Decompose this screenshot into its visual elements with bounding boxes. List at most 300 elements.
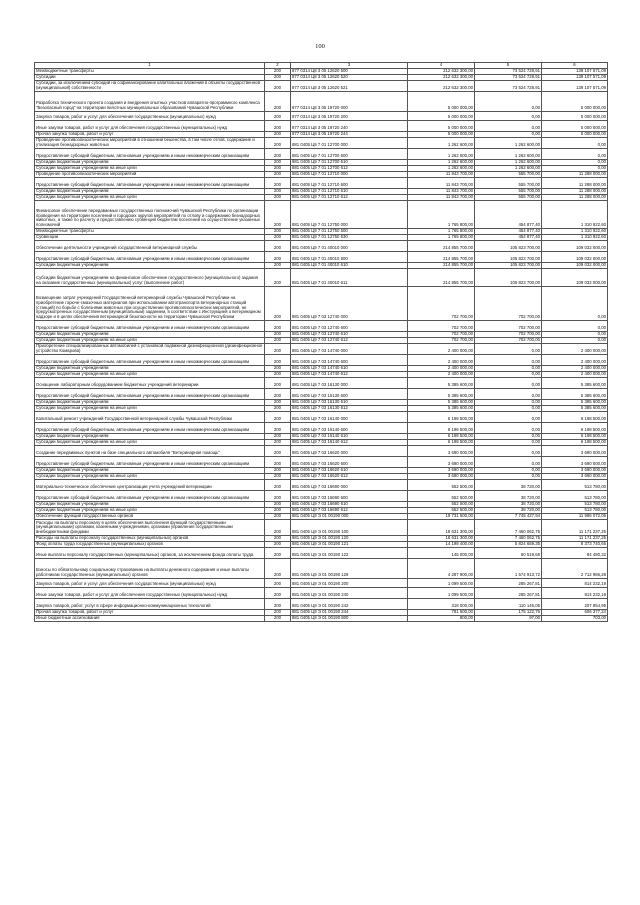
row-approved-amount-cell: 5 385 600,00 — [408, 389, 475, 400]
row-executed-amount-cell: 0,00 — [475, 389, 542, 400]
row-unexecuted-amount-cell: 6 198 500,00 — [542, 440, 608, 446]
row-code-cell: 200 — [265, 389, 291, 400]
table-row — [35, 378, 608, 389]
row-code-cell: 200 — [265, 491, 291, 502]
table-row — [35, 195, 608, 201]
row-approved-amount-cell: 2 400 000,00 — [408, 372, 475, 378]
row-code-cell: 200 — [265, 480, 291, 491]
row-classification-cell: 881 0405 Ц9 7 03 16140 612 — [291, 440, 408, 446]
row-name-cell: Субсидии бюджетным учреждениям — [35, 263, 265, 269]
row-code-cell: 200 — [265, 121, 291, 132]
table-row — [35, 559, 608, 579]
row-classification-cell: 881 0405 Ц9 7 01 12710 000 — [291, 172, 408, 178]
row-executed-amount-cell: 555 700,00 — [475, 178, 542, 189]
row-approved-amount-cell: 552 500,00 — [408, 480, 475, 491]
row-executed-amount-cell: 7 460 062,75 — [475, 520, 542, 536]
row-unexecuted-amount-cell: 2 400 000,00 — [542, 366, 608, 372]
row-code-cell: 200 — [265, 172, 291, 178]
row-unexecuted-amount-cell: 0,00 — [542, 166, 608, 172]
header-cell-3: 3 — [291, 63, 408, 69]
table-row — [35, 166, 608, 172]
row-classification-cell: 881 0405 Ц9 7 03 14740 610 — [291, 366, 408, 372]
row-name-cell: Субсидии бюджетным учреждениям — [35, 502, 265, 508]
table-row — [35, 491, 608, 502]
row-classification-cell: 881 0405 Ц9 Э 01 00190 122 — [291, 548, 408, 559]
row-approved-amount-cell: 5 000 000,00 — [408, 92, 475, 112]
row-unexecuted-amount-cell: 3 690 000,00 — [542, 446, 608, 457]
row-name-cell: Закупка товаров, работ и услуг для обеспечения государственных (муниципальных) нужд — [35, 579, 265, 588]
row-code-cell: 200 — [265, 195, 291, 201]
row-code-cell: 200 — [265, 559, 291, 579]
row-executed-amount-cell: 555 700,00 — [475, 172, 542, 178]
row-classification-cell: 881 0405 Ц9 7 01 12700 612 — [291, 166, 408, 172]
row-approved-amount-cell: 6 198 500,00 — [408, 412, 475, 423]
row-name-cell: Проведение противоэпизоотических мероприятий — [35, 172, 265, 178]
row-classification-cell: 881 0405 Ц9 Э 01 00190 100 — [291, 520, 408, 536]
table-row — [35, 457, 608, 468]
table-row — [35, 112, 608, 121]
row-unexecuted-amount-cell: 3 690 000,00 — [542, 474, 608, 480]
row-approved-amount-cell: 1 262 600,00 — [408, 138, 475, 149]
row-code-cell: 200 — [265, 344, 291, 355]
row-code-cell: 200 — [265, 468, 291, 474]
row-unexecuted-amount-cell: 11 171 237,25 — [542, 536, 608, 542]
row-executed-amount-cell: 38 720,00 — [475, 480, 542, 491]
row-approved-amount-cell: 11 843 700,00 — [408, 189, 475, 195]
row-code-cell: 200 — [265, 149, 291, 160]
row-classification-cell: 881 0405 Ц9 7 03 16620 610 — [291, 468, 408, 474]
row-executed-amount-cell: 454 877,40 — [475, 229, 542, 235]
row-name-cell: Субсидии бюджетным учреждениям на финансовое обеспечение государственного (муниципального) задания на оказание государственных (муниципальных) услуг (выполнение работ) — [35, 269, 265, 287]
row-name-cell: Предоставление субсидий бюджетным, автономным учреждениям и иным некоммерческим организациям — [35, 355, 265, 366]
row-code-cell: 200 — [265, 229, 291, 235]
row-classification-cell: 881 0405 Ц9 7 03 16140 600 — [291, 423, 408, 434]
row-code-cell: 200 — [265, 412, 291, 423]
row-code-cell: 200 — [265, 599, 291, 610]
table-row — [35, 536, 608, 542]
row-classification-cell: 881 0405 Ц9 Э 01 00190 129 — [291, 559, 408, 579]
table-row — [35, 389, 608, 400]
row-unexecuted-amount-cell: 139 107 571,09 — [542, 75, 608, 81]
row-name-cell: Субсидии бюджетным учреждениям на иные цели — [35, 406, 265, 412]
row-executed-amount-cell: 7 745 427,94 — [475, 514, 542, 520]
row-classification-cell: 881 0405 Ц9 7 03 16130 610 — [291, 400, 408, 406]
row-name-cell: Предоставление субсидий бюджетным, автономным учреждениям и иным некоммерческим организациям — [35, 389, 265, 400]
row-unexecuted-amount-cell: 6 198 500,00 — [542, 423, 608, 434]
row-name-cell: Предоставление субсидий бюджетным, автономным учреждениям и иным некоммерческим организациям — [35, 321, 265, 332]
table-row — [35, 355, 608, 366]
table-row — [35, 201, 608, 229]
row-approved-amount-cell: 214 855 700,00 — [408, 269, 475, 287]
row-approved-amount-cell: 552 500,00 — [408, 491, 475, 502]
row-classification-cell: 881 0405 Ц9 7 01 12750 000 — [291, 201, 408, 229]
row-approved-amount-cell: 1 765 800,00 — [408, 201, 475, 229]
row-approved-amount-cell: 19 731 500,00 — [408, 514, 475, 520]
row-unexecuted-amount-cell: 207 854,95 — [542, 599, 608, 610]
row-unexecuted-amount-cell: 139 107 571,09 — [542, 81, 608, 92]
row-approved-amount-cell: 2 400 000,00 — [408, 366, 475, 372]
row-classification-cell: 881 0405 Ц9 7 03 16690 612 — [291, 508, 408, 514]
row-executed-amount-cell: 105 823 700,00 — [475, 252, 542, 263]
row-code-cell: 200 — [265, 241, 291, 252]
row-approved-amount-cell: 552 500,00 — [408, 502, 475, 508]
row-classification-cell: 881 0405 Ц9 7 01 40010 600 — [291, 252, 408, 263]
table-row — [35, 149, 608, 160]
row-name-cell: Предоставление субсидий бюджетным, автономным учреждениям и иным некоммерческим организациям — [35, 149, 265, 160]
row-code-cell: 200 — [265, 378, 291, 389]
row-code-cell: 200 — [265, 366, 291, 372]
row-executed-amount-cell: 285 267,81 — [475, 579, 542, 588]
row-executed-amount-cell: 0,00 — [475, 112, 542, 121]
row-classification-cell: 881 0405 Ц9 7 01 12700 600 — [291, 149, 408, 160]
row-code-cell: 200 — [265, 235, 291, 241]
row-classification-cell: 881 0405 Ц9 7 03 16690 600 — [291, 491, 408, 502]
row-classification-cell: 881 0405 Ц9 7 03 16620 612 — [291, 474, 408, 480]
row-executed-amount-cell: 0,00 — [475, 400, 542, 406]
row-classification-cell: 881 0405 Ц9 7 03 16130 600 — [291, 389, 408, 400]
row-executed-amount-cell: 1 262 600,00 — [475, 138, 542, 149]
row-approved-amount-cell: 552 500,00 — [408, 508, 475, 514]
row-approved-amount-cell: 18 631 300,00 — [408, 520, 475, 536]
table-row — [35, 92, 608, 112]
row-approved-amount-cell: 214 855 700,00 — [408, 252, 475, 263]
row-name-cell: Финансовое обеспечение передаваемых государственных полномочий Чувашской Республики по организации проведения на территории поселений и городских округов мероприятий по отлову и содержанию безнадзорных животных, а также по расчету и предоставлению субвенций бюджетам поселений на осуществление указанных полномочий — [35, 201, 265, 229]
row-name-cell: Субсидии бюджетным учреждениям на иные цели — [35, 474, 265, 480]
row-code-cell: 200 — [265, 160, 291, 166]
table-row — [35, 178, 608, 189]
row-classification-cell: 881 0405 Ц9 7 01 12750 530 — [291, 235, 408, 241]
row-approved-amount-cell: 14 198 400,00 — [408, 542, 475, 548]
row-code-cell: 200 — [265, 81, 291, 92]
row-classification-cell: 881 0405 Ц9 7 01 12710 600 — [291, 178, 408, 189]
row-name-cell: Субсидии бюджетным учреждениям на иные цели — [35, 338, 265, 344]
table-row — [35, 252, 608, 263]
row-classification-cell: 877 0314 Ц8 3 05 19720 244 — [291, 132, 408, 138]
row-classification-cell: 881 0405 Ц9 7 03 16130 000 — [291, 378, 408, 389]
row-unexecuted-amount-cell: 11 288 000,00 — [542, 178, 608, 189]
table-row — [35, 121, 608, 132]
row-classification-cell: 877 0314 Ц8 3 05 19720 240 — [291, 121, 408, 132]
row-code-cell: 200 — [265, 434, 291, 440]
row-name-cell: Субсидии бюджетным учреждениям — [35, 332, 265, 338]
row-unexecuted-amount-cell: 0,00 — [542, 149, 608, 160]
row-unexecuted-amount-cell: 0,00 — [542, 287, 608, 321]
table-row — [35, 269, 608, 287]
row-approved-amount-cell: 800,00 — [408, 616, 475, 622]
row-name-cell: Возмещение затрат учреждений Государственной ветеринарной службы Чувашской Республики на приобретение горюче-смазочных материалов при использовании автотранспорта ветеринарных станций (станций) по борьбе с болезнями животных при осуществлении противоэпизоотических мероприятий, не предусмотренных государственным (муниципальным) заданием, в соответствии с Инструкцией о ветеринарном надзоре и в целях обеспечения ветеринарной безопасности на территории Чувашской Республики — [35, 287, 265, 321]
row-classification-cell: 877 0314 Ц8 3 05 19720 200 — [291, 112, 408, 121]
row-name-cell: Расходы на выплаты персоналу в целях обеспечения выполнения функций государственными (муниципальными) органами, казенными учреждениями, органами управления государственными внебюджетными фондами — [35, 520, 265, 536]
row-name-cell: Материально-техническое обеспечение централизации учета учреждений ветеринарии — [35, 480, 265, 491]
row-classification-cell: 881 0405 Ц9 7 01 40010 610 — [291, 263, 408, 269]
row-code-cell: 200 — [265, 548, 291, 559]
row-approved-amount-cell: 1 262 600,00 — [408, 166, 475, 172]
row-approved-amount-cell: 5 385 600,00 — [408, 378, 475, 389]
row-name-cell: Взносы по обязательному социальному страхованию на выплаты денежного содержания и иные выплаты работникам государственных (муниципальных) органов — [35, 559, 265, 579]
row-name-cell: Предоставление субсидий бюджетным, автономным учреждениям и иным некоммерческим организациям — [35, 423, 265, 434]
row-code-cell: 200 — [265, 446, 291, 457]
row-unexecuted-amount-cell: 5 000 000,00 — [542, 121, 608, 132]
row-classification-cell: 881 0405 Ц9 Э 01 00190 244 — [291, 610, 408, 616]
row-classification-cell: 881 0405 Ц9 7 03 16690 000 — [291, 480, 408, 491]
row-code-cell: 200 — [265, 252, 291, 263]
row-code-cell: 200 — [265, 579, 291, 588]
row-unexecuted-amount-cell: 513 780,00 — [542, 508, 608, 514]
row-unexecuted-amount-cell: 109 032 000,00 — [542, 263, 608, 269]
row-approved-amount-cell: 3 690 000,00 — [408, 457, 475, 468]
row-unexecuted-amount-cell: 2 400 000,00 — [542, 355, 608, 366]
row-unexecuted-amount-cell: 5 000 000,00 — [542, 132, 608, 138]
row-unexecuted-amount-cell: 2 712 986,28 — [542, 559, 608, 579]
row-unexecuted-amount-cell: 2 400 000,00 — [542, 344, 608, 355]
row-code-cell: 200 — [265, 138, 291, 149]
header-cell-4: 4 — [408, 63, 475, 69]
row-unexecuted-amount-cell: 5 385 600,00 — [542, 406, 608, 412]
row-unexecuted-amount-cell: 814 232,19 — [542, 588, 608, 599]
row-approved-amount-cell: 5 385 600,00 — [408, 400, 475, 406]
row-unexecuted-amount-cell: 5 000 000,00 — [542, 112, 608, 121]
row-classification-cell: 877 0314 Ц8 3 05 19720 000 — [291, 92, 408, 112]
row-unexecuted-amount-cell: 0,00 — [542, 138, 608, 149]
row-code-cell: 200 — [265, 588, 291, 599]
row-executed-amount-cell: 0,00 — [475, 440, 542, 446]
table-row — [35, 423, 608, 434]
row-code-cell: 200 — [265, 457, 291, 468]
row-executed-amount-cell: 0,00 — [475, 92, 542, 112]
row-executed-amount-cell: 285 267,81 — [475, 588, 542, 599]
row-classification-cell: 881 0405 Ц9 7 03 12740 600 — [291, 321, 408, 332]
row-name-cell: Закупка товаров, работ и услуг для обеспечения государственных (муниципальных) нужд — [35, 112, 265, 121]
table-row — [35, 81, 608, 92]
row-code-cell: 200 — [265, 166, 291, 172]
row-executed-amount-cell: 97,00 — [475, 616, 542, 622]
row-classification-cell: 881 0405 Ц9 7 03 16690 610 — [291, 502, 408, 508]
row-executed-amount-cell: 73 524 728,91 — [475, 69, 542, 75]
row-code-cell: 200 — [265, 610, 291, 616]
row-code-cell: 200 — [265, 92, 291, 112]
row-classification-cell: 881 0405 Ц9 7 03 12740 610 — [291, 332, 408, 338]
row-unexecuted-amount-cell: 5 385 600,00 — [542, 389, 608, 400]
row-approved-amount-cell: 6 198 500,00 — [408, 440, 475, 446]
row-code-cell: 200 — [265, 616, 291, 622]
row-unexecuted-amount-cell: 814 232,19 — [542, 579, 608, 588]
row-unexecuted-amount-cell: 1 310 922,60 — [542, 229, 608, 235]
row-code-cell: 200 — [265, 132, 291, 138]
row-classification-cell: 877 0314 Ц8 3 05 12620 520 — [291, 75, 408, 81]
row-executed-amount-cell: 0,00 — [475, 468, 542, 474]
row-unexecuted-amount-cell: 11 288 000,00 — [542, 189, 608, 195]
row-executed-amount-cell: 0,00 — [475, 344, 542, 355]
row-approved-amount-cell: 6 198 500,00 — [408, 423, 475, 434]
row-name-cell: Капитальный ремонт учреждений Государственной ветеринарной службы Чувашской Республики — [35, 412, 265, 423]
row-code-cell: 200 — [265, 269, 291, 287]
row-executed-amount-cell: 1 262 600,00 — [475, 166, 542, 172]
row-approved-amount-cell: 6 198 500,00 — [408, 434, 475, 440]
row-approved-amount-cell: 4 287 900,00 — [408, 559, 475, 579]
row-code-cell: 200 — [265, 338, 291, 344]
row-name-cell: Предоставление субсидий бюджетным, автономным учреждениям и иным некоммерческим организациям — [35, 178, 265, 189]
row-executed-amount-cell: 60 519,68 — [475, 548, 542, 559]
row-executed-amount-cell: 105 823 700,00 — [475, 269, 542, 287]
row-name-cell: Закупка товаров, работ, услуг в сфере информационно-коммуникационных технологий — [35, 599, 265, 610]
row-code-cell: 200 — [265, 502, 291, 508]
row-approved-amount-cell: 2 400 000,00 — [408, 355, 475, 366]
table-row — [35, 520, 608, 536]
row-code-cell: 200 — [265, 400, 291, 406]
row-name-cell: Субсидии бюджетным учреждениям — [35, 160, 265, 166]
table-row — [35, 338, 608, 344]
row-classification-cell: 881 0405 Ц9 7 03 16140 610 — [291, 434, 408, 440]
row-unexecuted-amount-cell: 2 400 000,00 — [542, 372, 608, 378]
row-executed-amount-cell: 0,00 — [475, 434, 542, 440]
row-classification-cell: 881 0405 Ц9 7 01 12700 000 — [291, 138, 408, 149]
row-executed-amount-cell: 0,00 — [475, 355, 542, 366]
row-code-cell: 200 — [265, 508, 291, 514]
row-approved-amount-cell: 11 843 700,00 — [408, 178, 475, 189]
row-name-cell: Субсидии бюджетным учреждениям — [35, 189, 265, 195]
row-approved-amount-cell: 18 631 300,00 — [408, 536, 475, 542]
row-classification-cell: 881 0405 Ц9 7 03 14740 000 — [291, 344, 408, 355]
row-code-cell: 200 — [265, 263, 291, 269]
row-name-cell: Иные бюджетные ассигнования — [35, 616, 265, 622]
row-code-cell: 200 — [265, 355, 291, 366]
row-name-cell: Оснащение лабораторным оборудованием бюджетных учреждений ветеринарии — [35, 378, 265, 389]
row-approved-amount-cell: 781 500,00 — [408, 610, 475, 616]
table-row — [35, 138, 608, 149]
row-code-cell: 200 — [265, 112, 291, 121]
row-classification-cell: 881 0405 Ц9 Э 01 00190 200 — [291, 579, 408, 588]
row-code-cell: 200 — [265, 321, 291, 332]
table-row — [35, 588, 608, 599]
header-cell-6: 6 — [542, 63, 608, 69]
row-unexecuted-amount-cell: 11 171 237,25 — [542, 520, 608, 536]
table-row — [35, 548, 608, 559]
row-unexecuted-amount-cell: 5 385 600,00 — [542, 400, 608, 406]
row-approved-amount-cell: 702 700,00 — [408, 332, 475, 338]
row-unexecuted-amount-cell: 11 288 000,00 — [542, 195, 608, 201]
row-executed-amount-cell: 454 877,40 — [475, 235, 542, 241]
row-code-cell: 200 — [265, 440, 291, 446]
row-approved-amount-cell: 212 632 300,00 — [408, 81, 475, 92]
row-unexecuted-amount-cell: 513 780,00 — [542, 480, 608, 491]
row-name-cell: Субсидии бюджетным учреждениям на иные цели — [35, 195, 265, 201]
row-name-cell: Создание передвижных пунктов на базе специального автомобиля "Ветеринарная помощь" — [35, 446, 265, 457]
row-name-cell: Субсидии бюджетным учреждениям на иные цели — [35, 166, 265, 172]
row-executed-amount-cell: 555 700,00 — [475, 195, 542, 201]
row-approved-amount-cell: 212 632 300,00 — [408, 75, 475, 81]
row-approved-amount-cell: 5 000 000,00 — [408, 132, 475, 138]
row-executed-amount-cell: 105 823 700,00 — [475, 241, 542, 252]
table-row — [35, 344, 608, 355]
header-cell-1: 1 — [35, 63, 265, 69]
page-number: 100 — [315, 43, 325, 50]
row-approved-amount-cell: 214 855 700,00 — [408, 241, 475, 252]
row-executed-amount-cell: 110 145,05 — [475, 599, 542, 610]
row-name-cell: Предоставление субсидий бюджетным, автономным учреждениям и иным некоммерческим организациям — [35, 252, 265, 263]
row-unexecuted-amount-cell: 11 288 000,00 — [542, 172, 608, 178]
row-approved-amount-cell: 1 099 500,00 — [408, 579, 475, 588]
table-row — [35, 321, 608, 332]
row-executed-amount-cell: 5 824 659,35 — [475, 542, 542, 548]
row-name-cell: Субсидии бюджетным учреждениям — [35, 400, 265, 406]
row-code-cell: 200 — [265, 520, 291, 536]
table-row — [35, 480, 608, 491]
row-classification-cell: 881 0405 Ц9 7 03 12740 000 — [291, 287, 408, 321]
table-row — [35, 542, 608, 548]
row-classification-cell: 881 0405 Ц9 7 01 12700 610 — [291, 160, 408, 166]
row-name-cell: Расходы на выплаты персоналу государственных (муниципальных) органов — [35, 536, 265, 542]
row-code-cell: 200 — [265, 542, 291, 548]
row-name-cell: Разработка технического проекта создания и внедрения опытных участков аппаратно-программного комплекса "Безопасный город" на территории пилотных муниципальных образований Чувашской Республики — [35, 92, 265, 112]
row-name-cell: Обеспечение деятельности учреждений государственной ветеринарной службы — [35, 241, 265, 252]
row-executed-amount-cell: 38 720,00 — [475, 491, 542, 502]
row-name-cell: Иные закупки товаров, работ и услуг для обеспечения государственных (муниципальных) нужд — [35, 121, 265, 132]
row-approved-amount-cell: 702 700,00 — [408, 338, 475, 344]
table-row — [35, 287, 608, 321]
row-classification-cell: 881 0405 Ц9 7 03 14740 600 — [291, 355, 408, 366]
row-unexecuted-amount-cell: 1 310 922,60 — [542, 201, 608, 229]
row-name-cell: Субсидии бюджетным учреждениям — [35, 366, 265, 372]
table-row — [35, 616, 608, 622]
row-code-cell: 200 — [265, 201, 291, 229]
row-unexecuted-amount-cell: 0,00 — [542, 338, 608, 344]
row-approved-amount-cell: 3 690 000,00 — [408, 474, 475, 480]
row-approved-amount-cell: 5 385 600,00 — [408, 406, 475, 412]
row-classification-cell: 881 0405 Ц9 Э 01 00190 000 — [291, 514, 408, 520]
row-unexecuted-amount-cell: 11 986 072,06 — [542, 514, 608, 520]
row-unexecuted-amount-cell: 0,00 — [542, 321, 608, 332]
row-approved-amount-cell: 1 262 600,00 — [408, 149, 475, 160]
row-classification-cell: 881 0405 Ц9 Э 01 00190 800 — [291, 616, 408, 622]
row-executed-amount-cell: 0,00 — [475, 474, 542, 480]
row-executed-amount-cell: 73 524 728,91 — [475, 81, 542, 92]
row-classification-cell: 881 0405 Ц9 Э 01 00190 120 — [291, 536, 408, 542]
row-approved-amount-cell: 212 632 300,00 — [408, 69, 475, 75]
row-name-cell: Прочая закупка товаров, работ и услуг — [35, 610, 265, 616]
table-row — [35, 579, 608, 588]
row-executed-amount-cell: 0,00 — [475, 406, 542, 412]
row-approved-amount-cell: 2 400 000,00 — [408, 344, 475, 355]
row-executed-amount-cell: 175 122,76 — [475, 610, 542, 616]
budget-execution-table — [34, 62, 608, 622]
row-code-cell: 200 — [265, 332, 291, 338]
table-row — [35, 446, 608, 457]
row-classification-cell: 881 0405 Ц9 7 03 12740 612 — [291, 338, 408, 344]
table-row — [35, 172, 608, 178]
row-classification-cell: 881 0405 Ц9 7 01 40010 000 — [291, 241, 408, 252]
row-approved-amount-cell: 318 000,00 — [408, 599, 475, 610]
row-code-cell: 200 — [265, 536, 291, 542]
row-name-cell: Субсидии бюджетным учреждениям на иные цели — [35, 440, 265, 446]
row-unexecuted-amount-cell: 703,00 — [542, 616, 608, 622]
row-code-cell: 200 — [265, 406, 291, 412]
row-approved-amount-cell: 1 765 800,00 — [408, 229, 475, 235]
row-approved-amount-cell: 3 690 000,00 — [408, 468, 475, 474]
row-executed-amount-cell: 702 700,00 — [475, 332, 542, 338]
row-approved-amount-cell: 1 262 600,00 — [408, 160, 475, 166]
row-classification-cell: 881 0405 Ц9 Э 01 00190 242 — [291, 599, 408, 610]
row-approved-amount-cell: 3 690 000,00 — [408, 446, 475, 457]
row-classification-cell: 881 0405 Ц9 7 03 16130 612 — [291, 406, 408, 412]
row-classification-cell: 881 0405 Ц9 7 03 16620 000 — [291, 446, 408, 457]
row-name-cell: Субсидии бюджетным учреждениям на иные цели — [35, 372, 265, 378]
row-approved-amount-cell: 702 700,00 — [408, 321, 475, 332]
row-name-cell: Иные выплаты персоналу государственных (муниципальных) органов, за исключением фонда оплаты труда — [35, 548, 265, 559]
row-classification-cell: 881 0405 Ц9 7 01 40010 611 — [291, 269, 408, 287]
row-unexecuted-amount-cell: 5 385 600,00 — [542, 378, 608, 389]
row-executed-amount-cell: 702 700,00 — [475, 338, 542, 344]
row-name-cell: Фонд оплаты труда государственных (муниципальных) органов — [35, 542, 265, 548]
